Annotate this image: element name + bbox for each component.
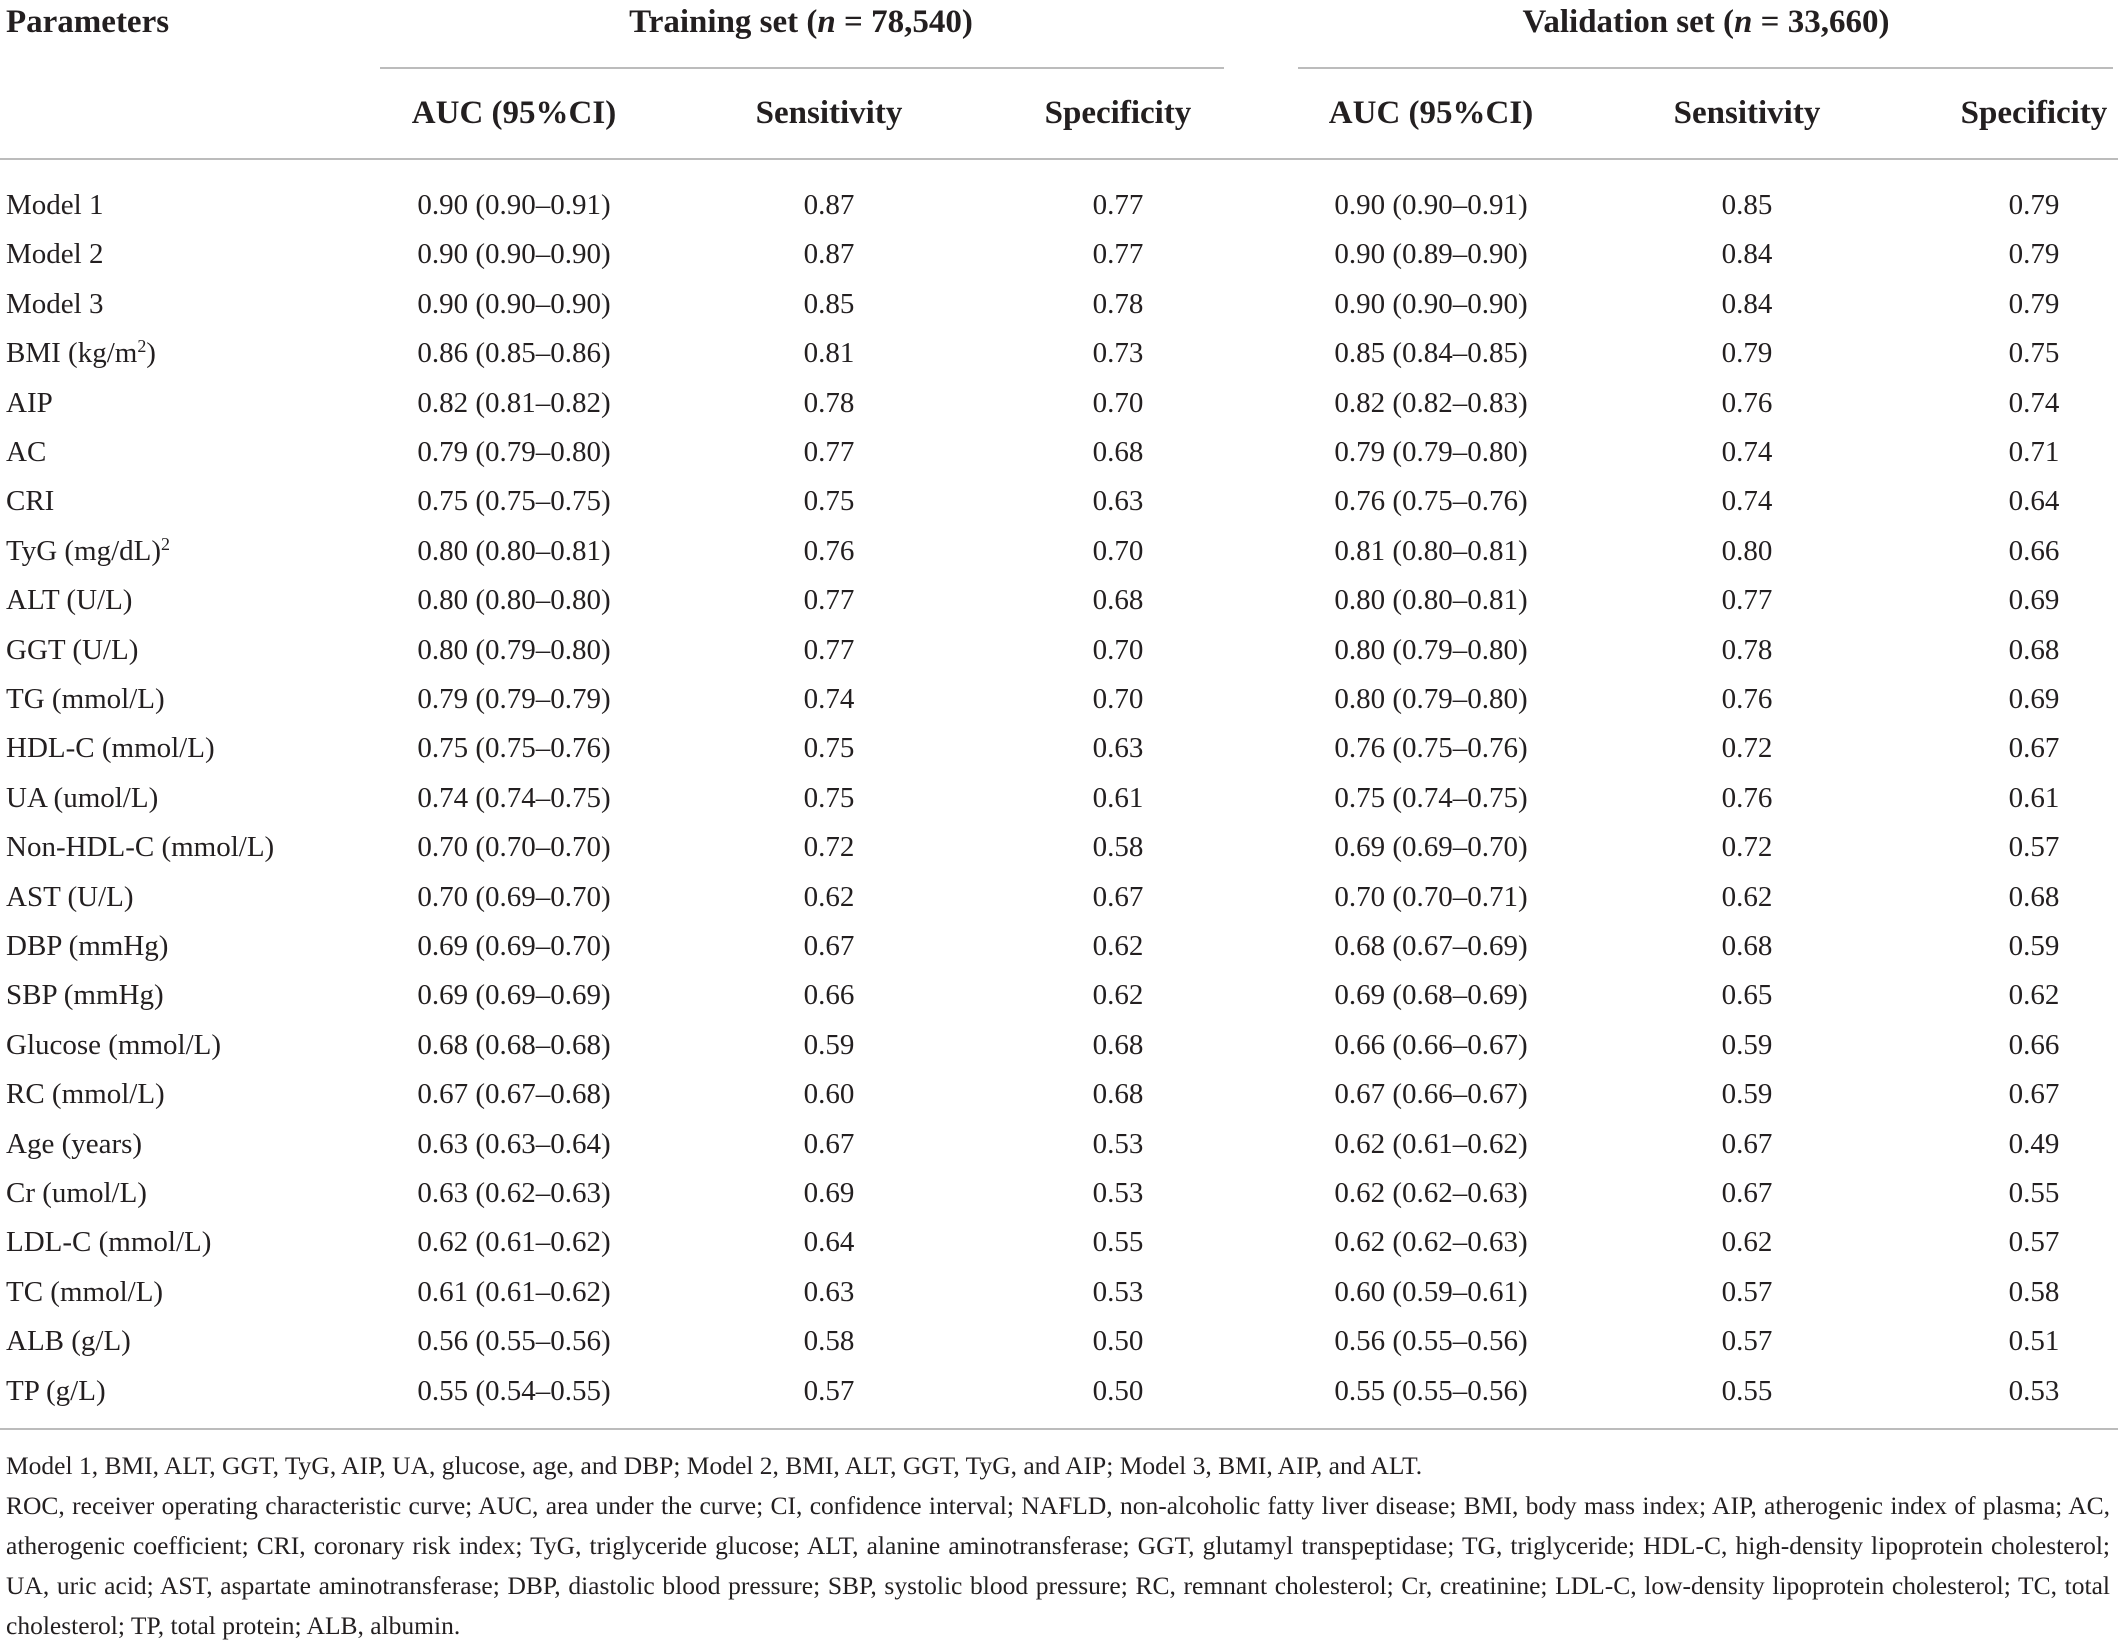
cell-training-auc: 0.55 (0.54–0.55) xyxy=(417,1375,611,1407)
cell-training-sensitivity: 0.74 xyxy=(803,683,855,715)
cell-validation-auc: 0.60 (0.59–0.61) xyxy=(1334,1276,1528,1308)
cell-training-specificity: 0.68 xyxy=(1092,436,1144,468)
cell-validation-sensitivity: 0.78 xyxy=(1721,634,1773,666)
row-parameter: TC (mmol/L) xyxy=(6,1276,164,1308)
cell-validation-auc: 0.62 (0.62–0.63) xyxy=(1334,1226,1528,1258)
validation-group-rule xyxy=(1298,67,2113,69)
subheader-validation-auc: AUC (95%CI) xyxy=(1328,95,1534,131)
cell-training-specificity: 0.70 xyxy=(1092,634,1144,666)
cell-training-auc: 0.70 (0.69–0.70) xyxy=(417,881,611,913)
cell-training-auc: 0.90 (0.90–0.91) xyxy=(417,189,611,221)
cell-validation-specificity: 0.75 xyxy=(2008,337,2060,369)
cell-training-sensitivity: 0.75 xyxy=(803,732,855,764)
row-parameter: TG (mmol/L) xyxy=(6,683,165,715)
row-parameter: TP (g/L) xyxy=(6,1375,106,1407)
cell-training-sensitivity: 0.57 xyxy=(803,1375,855,1407)
cell-validation-specificity: 0.57 xyxy=(2008,1226,2060,1258)
cell-training-specificity: 0.62 xyxy=(1092,979,1144,1011)
cell-training-specificity: 0.67 xyxy=(1092,881,1144,913)
cell-training-auc: 0.86 (0.85–0.86) xyxy=(417,337,611,369)
cell-validation-sensitivity: 0.59 xyxy=(1721,1078,1773,1110)
cell-validation-specificity: 0.49 xyxy=(2008,1128,2060,1160)
cell-training-specificity: 0.53 xyxy=(1092,1177,1144,1209)
cell-validation-auc: 0.67 (0.66–0.67) xyxy=(1334,1078,1528,1110)
subheader-validation-specificity: Specificity xyxy=(1960,95,2108,131)
cell-training-auc: 0.74 (0.74–0.75) xyxy=(417,782,611,814)
row-parameter: UA (umol/L) xyxy=(6,782,159,814)
cell-training-auc: 0.70 (0.70–0.70) xyxy=(417,831,611,863)
cell-training-sensitivity: 0.76 xyxy=(803,535,855,567)
footnote-models: Model 1, BMI, ALT, GGT, TyG, AIP, UA, glucose, age, and DBP; Model 2, BMI, ALT, GGT, TyG, and AIP; Model 3, BMI, AIP, and ALT. xyxy=(6,1451,1423,1480)
cell-training-sensitivity: 0.87 xyxy=(803,189,855,221)
cell-training-sensitivity: 0.64 xyxy=(803,1226,855,1258)
cell-validation-auc: 0.62 (0.61–0.62) xyxy=(1334,1128,1528,1160)
row-parameter: AST (U/L) xyxy=(6,881,134,913)
row-parameter: TyG $(mg/dL)^2$ xyxy=(6,534,171,567)
cell-training-sensitivity: 0.77 xyxy=(803,584,855,616)
row-parameter: Glucose (mmol/L) xyxy=(6,1029,222,1061)
cell-training-sensitivity: 0.72 xyxy=(803,831,855,863)
cell-validation-specificity: 0.67 xyxy=(2008,732,2060,764)
cell-training-sensitivity: 0.81 xyxy=(803,337,855,369)
row-parameter: ALB (g/L) xyxy=(6,1325,131,1357)
cell-training-auc: 0.69 (0.69–0.69) xyxy=(417,979,611,1011)
cell-validation-auc: 0.80 (0.79–0.80) xyxy=(1334,634,1528,666)
cell-training-sensitivity: 0.77 xyxy=(803,634,855,666)
cell-validation-auc: 0.76 (0.75–0.76) xyxy=(1334,485,1528,517)
cell-training-sensitivity: 0.77 xyxy=(803,436,855,468)
cell-training-auc: 0.63 (0.62–0.63) xyxy=(417,1177,611,1209)
cell-validation-sensitivity: 0.77 xyxy=(1721,584,1773,616)
cell-training-auc: 0.80 (0.79–0.80) xyxy=(417,634,611,666)
training-group-rule xyxy=(380,67,1224,69)
cell-training-auc: 0.69 (0.69–0.70) xyxy=(417,930,611,962)
cell-training-auc: 0.67 (0.67–0.68) xyxy=(417,1078,611,1110)
cell-training-specificity: 0.70 xyxy=(1092,683,1144,715)
cell-validation-specificity: 0.58 xyxy=(2008,1276,2060,1308)
cell-training-sensitivity: 0.78 xyxy=(803,387,855,419)
cell-training-specificity: 0.63 xyxy=(1092,485,1144,517)
cell-training-specificity: 0.50 xyxy=(1092,1375,1144,1407)
cell-validation-sensitivity: 0.67 xyxy=(1721,1177,1773,1209)
row-parameter: AC xyxy=(6,436,47,468)
row-parameter: Model 1 xyxy=(6,189,104,221)
cell-training-auc: 0.75 (0.75–0.76) xyxy=(417,732,611,764)
cell-training-specificity: 0.77 xyxy=(1092,238,1144,270)
cell-validation-specificity: 0.53 xyxy=(2008,1375,2060,1407)
cell-validation-sensitivity: 0.74 xyxy=(1721,436,1773,468)
cell-training-auc: 0.63 (0.63–0.64) xyxy=(417,1128,611,1160)
cell-training-specificity: 0.68 xyxy=(1092,1078,1144,1110)
cell-validation-specificity: 0.59 xyxy=(2008,930,2060,962)
cell-training-auc: 0.61 (0.61–0.62) xyxy=(417,1276,611,1308)
cell-validation-specificity: 0.64 xyxy=(2008,485,2060,517)
cell-training-auc: 0.79 (0.79–0.79) xyxy=(417,683,611,715)
cell-training-specificity: 0.53 xyxy=(1092,1276,1144,1308)
cell-validation-specificity: 0.69 xyxy=(2008,584,2060,616)
cell-training-specificity: 0.77 xyxy=(1092,189,1144,221)
cell-training-auc: 0.82 (0.81–0.82) xyxy=(417,387,611,419)
row-parameter: HDL-C (mmol/L) xyxy=(6,732,215,764)
cell-validation-specificity: 0.68 xyxy=(2008,881,2060,913)
row-parameter: BMI $(kg/m^2)$ xyxy=(6,336,156,369)
subheader-validation-sensitivity: Sensitivity xyxy=(1673,95,1821,131)
cell-validation-sensitivity: 0.68 xyxy=(1721,930,1773,962)
row-parameter: Cr (umol/L) xyxy=(6,1177,147,1209)
cell-validation-specificity: 0.79 xyxy=(2008,238,2060,270)
cell-validation-specificity: 0.79 xyxy=(2008,288,2060,320)
cell-training-specificity: 0.58 xyxy=(1092,831,1144,863)
cell-validation-auc: 0.76 (0.75–0.76) xyxy=(1334,732,1528,764)
cell-training-auc: 0.56 (0.55–0.56) xyxy=(417,1325,611,1357)
cell-validation-specificity: 0.66 xyxy=(2008,535,2060,567)
cell-validation-specificity: 0.69 xyxy=(2008,683,2060,715)
cell-validation-sensitivity: 0.76 xyxy=(1721,387,1773,419)
cell-training-specificity: 0.62 xyxy=(1092,930,1144,962)
cell-validation-specificity: 0.74 xyxy=(2008,387,2060,419)
cell-training-auc: 0.79 (0.79–0.80) xyxy=(417,436,611,468)
cell-validation-sensitivity: 0.57 xyxy=(1721,1325,1773,1357)
row-parameter: Non-HDL-C (mmol/L) xyxy=(6,831,275,863)
cell-training-specificity: 0.70 xyxy=(1092,387,1144,419)
row-parameter: SBP (mmHg) xyxy=(6,979,164,1011)
header-validation-set: Validation set (n = 33,660) xyxy=(1522,4,1890,40)
cell-validation-sensitivity: 0.57 xyxy=(1721,1276,1773,1308)
cell-training-auc: 0.62 (0.61–0.62) xyxy=(417,1226,611,1258)
cell-training-sensitivity: 0.75 xyxy=(803,485,855,517)
cell-validation-specificity: 0.79 xyxy=(2008,189,2060,221)
cell-training-sensitivity: 0.60 xyxy=(803,1078,855,1110)
cell-training-specificity: 0.73 xyxy=(1092,337,1144,369)
cell-training-auc: 0.68 (0.68–0.68) xyxy=(417,1029,611,1061)
cell-validation-specificity: 0.55 xyxy=(2008,1177,2060,1209)
cell-training-sensitivity: 0.59 xyxy=(803,1029,855,1061)
cell-validation-auc: 0.80 (0.80–0.81) xyxy=(1334,584,1528,616)
cell-training-sensitivity: 0.62 xyxy=(803,881,855,913)
row-parameter: RC (mmol/L) xyxy=(6,1078,165,1110)
subheader-training-sensitivity: Sensitivity xyxy=(755,95,903,131)
table-bottom-rule xyxy=(0,1428,2118,1430)
cell-validation-specificity: 0.68 xyxy=(2008,634,2060,666)
cell-validation-auc: 0.90 (0.90–0.90) xyxy=(1334,288,1528,320)
cell-validation-sensitivity: 0.62 xyxy=(1721,881,1773,913)
cell-validation-auc: 0.85 (0.84–0.85) xyxy=(1334,337,1528,369)
header-parameters: Parameters xyxy=(6,4,170,40)
cell-training-sensitivity: 0.75 xyxy=(803,782,855,814)
cell-validation-sensitivity: 0.79 xyxy=(1721,337,1773,369)
cell-validation-sensitivity: 0.84 xyxy=(1721,238,1773,270)
cell-validation-auc: 0.66 (0.66–0.67) xyxy=(1334,1029,1528,1061)
cell-training-sensitivity: 0.69 xyxy=(803,1177,855,1209)
cell-training-specificity: 0.50 xyxy=(1092,1325,1144,1357)
cell-training-specificity: 0.70 xyxy=(1092,535,1144,567)
cell-validation-sensitivity: 0.72 xyxy=(1721,831,1773,863)
cell-validation-specificity: 0.61 xyxy=(2008,782,2060,814)
cell-validation-auc: 0.55 (0.55–0.56) xyxy=(1334,1375,1528,1407)
header-training-set: Training set (n = 78,540) xyxy=(629,4,973,40)
cell-validation-auc: 0.90 (0.89–0.90) xyxy=(1334,238,1528,270)
row-parameter: ALT (U/L) xyxy=(6,584,133,616)
subheader-training-specificity: Specificity xyxy=(1044,95,1192,131)
cell-training-specificity: 0.68 xyxy=(1092,1029,1144,1061)
cell-validation-sensitivity: 0.55 xyxy=(1721,1375,1773,1407)
cell-validation-sensitivity: 0.84 xyxy=(1721,288,1773,320)
cell-validation-auc: 0.68 (0.67–0.69) xyxy=(1334,930,1528,962)
cell-training-sensitivity: 0.63 xyxy=(803,1276,855,1308)
cell-validation-auc: 0.69 (0.69–0.70) xyxy=(1334,831,1528,863)
cell-validation-specificity: 0.57 xyxy=(2008,831,2060,863)
cell-validation-sensitivity: 0.85 xyxy=(1721,189,1773,221)
row-parameter: LDL-C (mmol/L) xyxy=(6,1226,212,1258)
cell-training-sensitivity: 0.87 xyxy=(803,238,855,270)
cell-training-specificity: 0.55 xyxy=(1092,1226,1144,1258)
cell-validation-auc: 0.69 (0.68–0.69) xyxy=(1334,979,1528,1011)
cell-training-specificity: 0.68 xyxy=(1092,584,1144,616)
cell-validation-specificity: 0.71 xyxy=(2008,436,2060,468)
cell-validation-sensitivity: 0.76 xyxy=(1721,683,1773,715)
cell-validation-sensitivity: 0.62 xyxy=(1721,1226,1773,1258)
cell-validation-auc: 0.70 (0.70–0.71) xyxy=(1334,881,1528,913)
subheader-training-auc: AUC (95%CI) xyxy=(411,95,617,131)
row-parameter: DBP (mmHg) xyxy=(6,930,169,962)
cell-validation-specificity: 0.66 xyxy=(2008,1029,2060,1061)
cell-training-specificity: 0.53 xyxy=(1092,1128,1144,1160)
cell-validation-auc: 0.56 (0.55–0.56) xyxy=(1334,1325,1528,1357)
cell-validation-auc: 0.79 (0.79–0.80) xyxy=(1334,436,1528,468)
cell-validation-auc: 0.75 (0.74–0.75) xyxy=(1334,782,1528,814)
cell-validation-sensitivity: 0.74 xyxy=(1721,485,1773,517)
cell-training-sensitivity: 0.67 xyxy=(803,1128,855,1160)
cell-training-specificity: 0.78 xyxy=(1092,288,1144,320)
row-parameter: Age (years) xyxy=(6,1128,143,1160)
cell-training-auc: 0.90 (0.90–0.90) xyxy=(417,288,611,320)
cell-validation-auc: 0.90 (0.90–0.91) xyxy=(1334,189,1528,221)
cell-training-sensitivity: 0.85 xyxy=(803,288,855,320)
cell-training-auc: 0.80 (0.80–0.80) xyxy=(417,584,611,616)
cell-validation-auc: 0.62 (0.62–0.63) xyxy=(1334,1177,1528,1209)
cell-validation-sensitivity: 0.72 xyxy=(1721,732,1773,764)
cell-validation-sensitivity: 0.80 xyxy=(1721,535,1773,567)
cell-validation-sensitivity: 0.67 xyxy=(1721,1128,1773,1160)
row-parameter: CRI xyxy=(6,485,55,517)
cell-validation-specificity: 0.62 xyxy=(2008,979,2060,1011)
cell-training-specificity: 0.61 xyxy=(1092,782,1144,814)
cell-validation-auc: 0.82 (0.82–0.83) xyxy=(1334,387,1528,419)
cell-training-auc: 0.80 (0.80–0.81) xyxy=(417,535,611,567)
row-parameter: Model 2 xyxy=(6,238,104,270)
cell-validation-auc: 0.81 (0.80–0.81) xyxy=(1334,535,1528,567)
cell-training-sensitivity: 0.58 xyxy=(803,1325,855,1357)
cell-validation-auc: 0.80 (0.79–0.80) xyxy=(1334,683,1528,715)
cell-validation-specificity: 0.51 xyxy=(2008,1325,2060,1357)
row-parameter: Model 3 xyxy=(6,288,104,320)
cell-training-sensitivity: 0.66 xyxy=(803,979,855,1011)
footnote-abbreviations: ROC, receiver operating characteristic curve; AUC, area under the curve; CI, confidence interval; NAFLD, non-alcoholic fatty liver disease; BMI, body mass index; AIP, atherogenic index of plasma; AC, atherogenic coefficient; CRI, coronary risk index; TyG, triglyceride glucose; ALT, alanine aminotransferase; GGT, glutamyl transpeptidase; TG, triglyceride; HDL-C, high-density lipoprotein cholesterol; UA, uric acid; AST, aspartate aminotransferase; DBP, diastolic blood pressure; SBP, systolic blood pressure; RC, remnant cholesterol; Cr, creatinine; LDL-C, low-density lipoprotein cholesterol; TC, total cholesterol; TP, total protein; ALB, albumin. xyxy=(6,1491,2110,1640)
cell-training-specificity: 0.63 xyxy=(1092,732,1144,764)
row-parameter: AIP xyxy=(6,387,53,419)
cell-training-auc: 0.75 (0.75–0.75) xyxy=(417,485,611,517)
cell-training-auc: 0.90 (0.90–0.90) xyxy=(417,238,611,270)
header-bottom-rule xyxy=(0,158,2118,160)
cell-validation-sensitivity: 0.76 xyxy=(1721,782,1773,814)
row-parameter: GGT (U/L) xyxy=(6,634,139,666)
cell-training-sensitivity: 0.67 xyxy=(803,930,855,962)
cell-validation-specificity: 0.67 xyxy=(2008,1078,2060,1110)
cell-validation-sensitivity: 0.65 xyxy=(1721,979,1773,1011)
cell-validation-sensitivity: 0.59 xyxy=(1721,1029,1773,1061)
